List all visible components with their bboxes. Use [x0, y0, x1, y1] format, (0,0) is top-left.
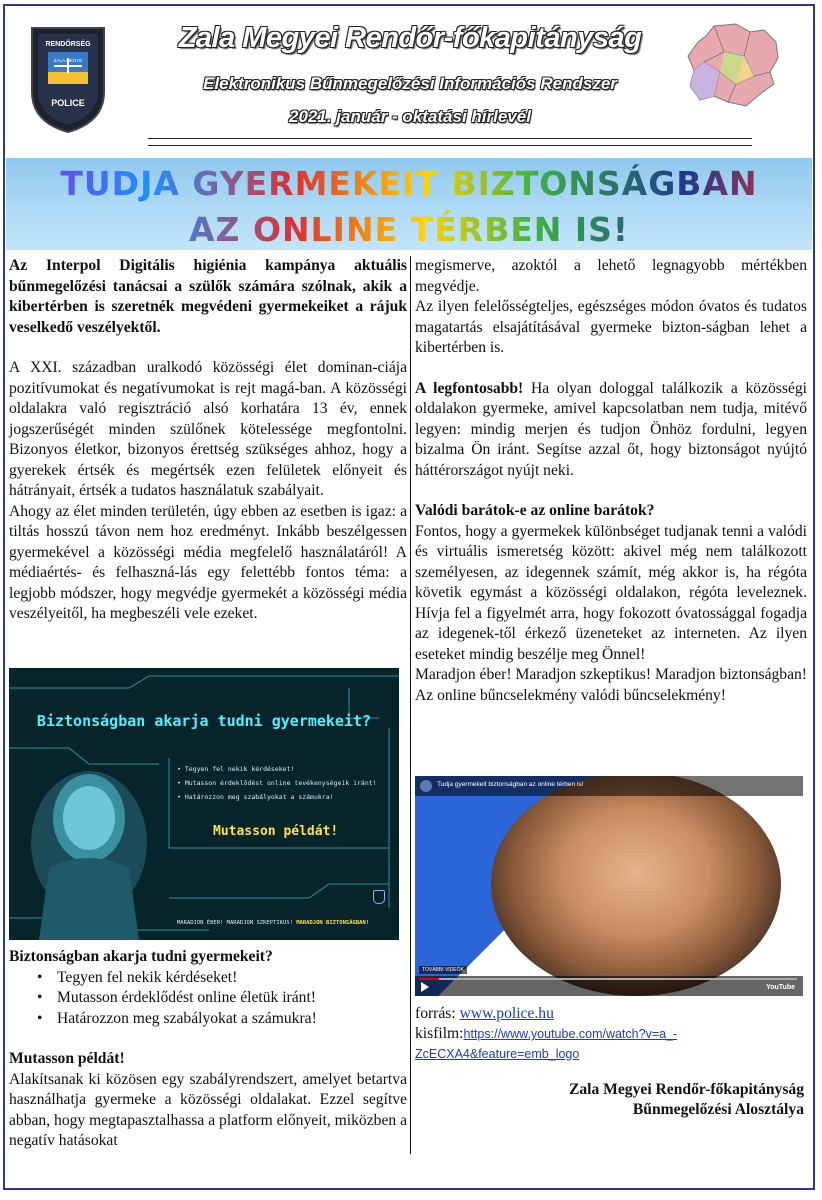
film-line	[415, 1024, 807, 1064]
important-text: Ha olyan dologgal találkozik a közösségi oldalakon gyermeke, amivel kapcsolatban nem tudja, mitévő legyen: mindig merjen és tudjon Önhöz fordulni, legyen bizalma Ön iránt. Segítse azzal őt, hogy biztonságot nyújtó háttérországot nyújt neki.	[415, 379, 807, 479]
signature	[569, 1080, 804, 1120]
list-item: • Határozzon meg szabályokat a számukra!	[45, 1009, 407, 1030]
header-rule-top	[148, 138, 752, 139]
example-paragraph: Alakítsanak ki közösen egy szabályrendszert, amelyet betartva használhatja gyermeke a közösségi oldalakat. Ezzel segítve abban, hogy megtapasztalhassa a platform előnyeit, miközben a negatív hatásokat	[9, 1070, 407, 1149]
signature-line-2: Bűnmegelőzési Alosztálya	[632, 1101, 804, 1118]
important-label: A legfontosabb!	[415, 379, 524, 397]
poster-cta: Mutasson példát!	[213, 824, 339, 839]
header-subtitle: Elektronikus Bűnmegelőzési Információs Rendszer	[203, 74, 617, 93]
poster-list-item: • Határozzon meg szabályokat a számukra!	[177, 793, 334, 801]
video-progress-bar[interactable]	[419, 978, 797, 980]
logo-text-top: RENDŐRSÉG	[45, 41, 91, 48]
source-block	[415, 1004, 807, 1064]
behaviour-paragraph: Az ilyen felelősségteljes, egészséges módon óvatos és tudatos magatartás elsajátításával gyermeke bizton-ságban lehet a kibertérben is.	[415, 298, 807, 356]
header-issue: 2021. január - oktatási hírlevél	[289, 107, 531, 126]
tips-list	[9, 968, 407, 1030]
headline-banner	[6, 158, 812, 250]
headline-line-2: AZ ONLINE TÉRBEN IS!	[6, 210, 812, 249]
column-divider	[410, 256, 411, 1154]
play-icon[interactable]	[421, 982, 429, 992]
continued-paragraph: megismerve, azoktól a lehető legnagyobb mértékben megvédje.	[415, 257, 807, 295]
video-title[interactable]: Tudja gyermekeit biztonságban az online térben is!	[437, 781, 584, 788]
left-column	[9, 256, 407, 625]
body-paragraph-2: Ahogy az élet minden területén, úgy ebben az esetben is igaz: a tiltás hosszú távon nem hoz eredményt. Inkább beszélgessen gyermekével a közösségi média megfelelő használatáról! A médiaértés- és felhaszná-lás egy felettébb fontos téma: a legjobb módszer, hogy megvédje gyermekét a közösségi média veszélyeitől, ha megbeszéli vele ezeket.	[9, 502, 407, 622]
poster-footer	[177, 920, 369, 926]
source-label: forrás:	[415, 1005, 460, 1022]
poster-footer-b: MARADJON BIZTONSÁGBAN!	[296, 920, 370, 926]
county-map-image	[684, 22, 784, 108]
poster-list-item: • Mutasson érdeklődést online tevékenységeik iránt!	[177, 779, 377, 787]
friends-paragraph: Fontos, hogy a gyermekek különbséget tudjanak tenni a valódi és virtuális ismeretség között: akivel még nem találkozott személyesen, az idegennek számít, még akkor is, ha régóta követik egymást a közösségi oldalakon, régóta leveleznek. Hívja fel a figyelmét arra, hogy fokozott óvatossággal fogadja az idegenek-től érkező üzeneteket az interneten. Az ilyen eseteket mindig beszélje meg Önnel!	[415, 522, 807, 663]
film-link[interactable]: https://www.youtube.com/watch?v=a_-ZcECXA4&feature=emb_logo	[415, 1027, 678, 1061]
poster-title: Biztonságban akarja tudni gyermekeit?	[36, 712, 372, 730]
list-item: • Tegyen fel nekik kérdéseket!	[45, 968, 407, 989]
video-embed[interactable]	[415, 776, 803, 996]
left-lower-section	[9, 947, 407, 1152]
section-heading-safety: Biztonságban akarja tudni gyermekeit?	[9, 948, 273, 965]
campaign-poster-image	[9, 668, 399, 940]
section-heading-friends: Valódi barátok-e az online barátok?	[415, 502, 655, 519]
signature-line-1: Zala Megyei Rendőr-főkapitányság	[568, 1081, 804, 1098]
source-link[interactable]: www.police.hu	[459, 1005, 554, 1022]
logo-text-mid: ZALA MEGYE	[53, 58, 83, 63]
video-thumbnail-face	[491, 776, 781, 996]
closing-paragraph: Maradjon éber! Maradjon szkeptikus! Maradjon biztonságban! Az online bűncselekmény valódi bűncselekmény!	[415, 666, 807, 704]
poster-footer-a: MARADJON ÉBER! MARADJON SZKEPTIKUS!	[177, 920, 293, 926]
more-videos-button[interactable]: TOVÁBBI VIDEÓK	[419, 966, 467, 974]
intro-paragraph: Az Interpol Digitális higiénia kampánya aktuális bűnmegelőzési tanácsai a szülők számára szólnak, akik a kibertérben is szeretnék megvédeni gyermekeiket a rájuk veselkedő veszélyektől.	[9, 257, 407, 336]
header-title: Zala Megyei Rendőr-főkapitányság	[178, 22, 642, 54]
right-column	[415, 256, 807, 706]
poster-list-item: • Tegyen fel nekik kérdéseket!	[177, 765, 295, 773]
police-badge-icon	[373, 890, 385, 904]
header-rule-bottom	[148, 145, 752, 146]
youtube-logo[interactable]: YouTube	[766, 984, 795, 991]
logo-text-bottom: POLICE	[51, 98, 85, 108]
poster-list	[177, 762, 377, 804]
section-heading-example: Mutasson példát!	[9, 1050, 125, 1067]
police-badge-logo	[24, 22, 112, 134]
headline-line-1: TUDJA GYERMEKEIT BIZTONSÁGBAN	[6, 164, 812, 203]
source-line	[415, 1004, 807, 1024]
list-item: • Mutasson érdeklődést online életük iránt!	[45, 988, 407, 1009]
channel-avatar-icon[interactable]	[420, 780, 432, 792]
circuit-lines-graphic	[9, 668, 399, 940]
body-paragraph-1: A XXI. században uralkodó közösségi élet dominan-ciája pozitívumokat és negatívumokat is rejt magá-ban. A közösségi oldalakra való regisztráció alsó korhatára 13 év, ennek jogszerűségét minden szülőnek kötelessége megfontolni. Bizonyos életkor, bizonyos érettség szükséges ahhoz, hogy a gyerekek értsék és megértsék ezen felületek előnyeit és hátrányait, értsék a tudatos használatuk szabályait.	[9, 359, 407, 499]
important-paragraph	[415, 379, 807, 482]
film-label: kisfilm:	[415, 1025, 464, 1042]
